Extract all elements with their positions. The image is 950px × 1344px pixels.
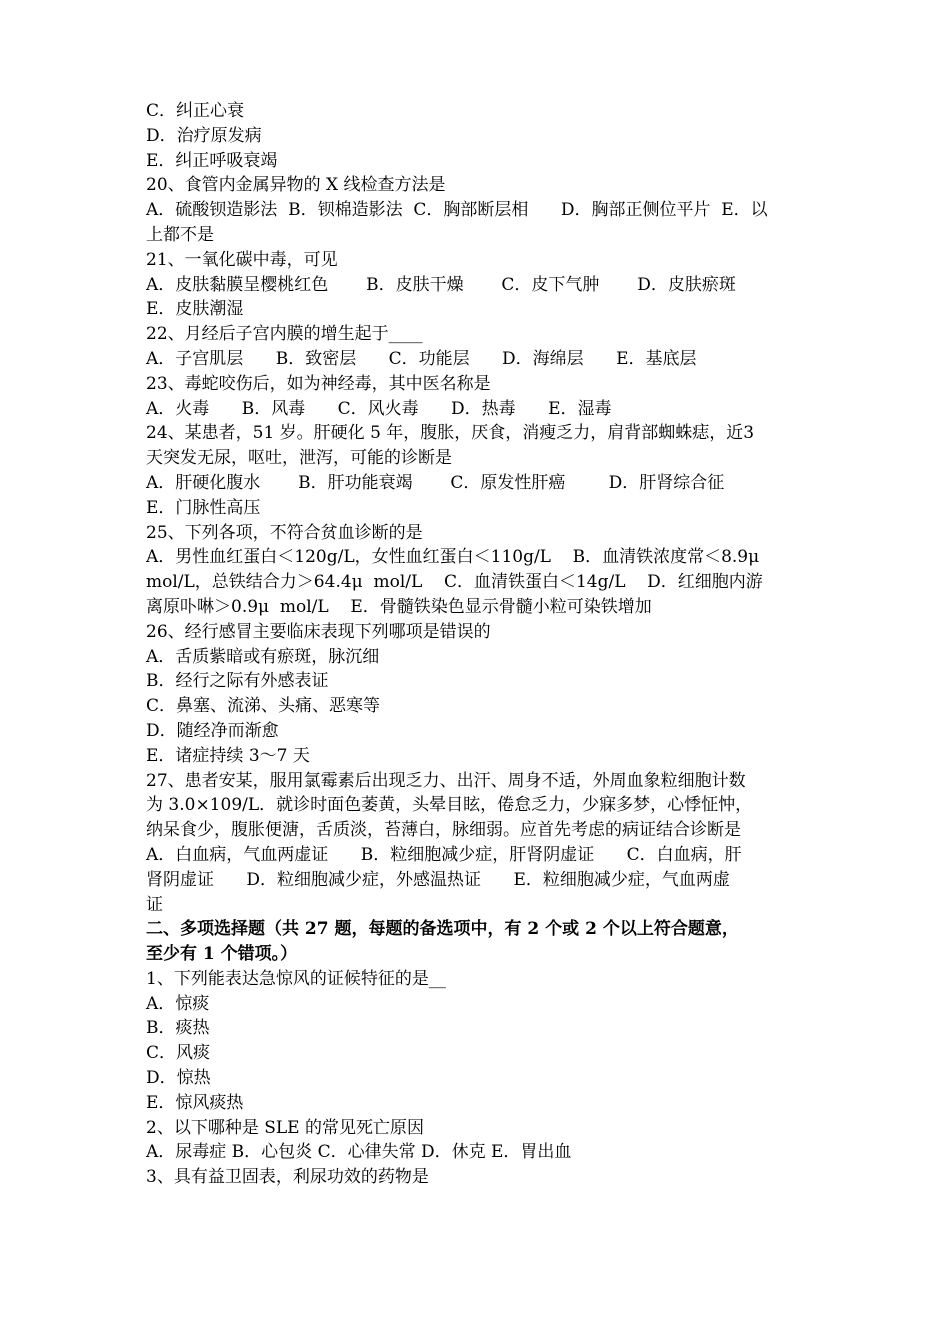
question-21: 21、一氧化碳中毒，可见 bbox=[146, 249, 338, 270]
mc-question-1: 1、下列能表达急惊风的证候特征的是__ bbox=[146, 968, 446, 989]
option-d-treat-primary-disease: D．治疗原发病 bbox=[146, 125, 262, 146]
question-23: 23、毒蛇咬伤后，如为神经毒，其中医名称是 bbox=[146, 373, 491, 394]
question-24-cont: 天突发无尿，呕吐，泄泻，可能的诊断是 bbox=[146, 448, 452, 469]
question-22: 22、月经后子宫内膜的增生起于____ bbox=[146, 324, 423, 345]
mc-question-1-option-a: A．惊痰 bbox=[146, 993, 210, 1014]
question-25: 25、下列各项，不符合贫血诊断的是 bbox=[146, 522, 423, 543]
question-25-options-2: mol/L，总铁结合力＞64.4μ mol/L C．血清铁蛋白＜14g/L D．红细胞内游 bbox=[146, 572, 763, 593]
question-26-option-b: B．经行之际有外感表证 bbox=[146, 671, 329, 692]
question-25-options-1: A．男性血红蛋白＜120g/L，女性血红蛋白＜110g/L B．血清铁浓度常＜8.9μ bbox=[146, 547, 760, 568]
question-22-options: A．子宫肌层 B．致密层 C．功能层 D．海绵层 E．基底层 bbox=[146, 348, 697, 369]
option-e-correct-respiratory-failure: E．纠正呼吸衰竭 bbox=[146, 150, 278, 171]
question-27-cont-2: 纳呆食少，腹胀便溏，舌质淡，苔薄白，脉细弱。应首先考虑的病证结合诊断是 bbox=[146, 820, 741, 841]
question-26-option-e: E．诸症持续 3～7 天 bbox=[146, 745, 310, 766]
question-21-options: A．皮肤黏膜呈樱桃红色 B．皮肤干燥 C．皮下气肿 D．皮肤瘀斑 bbox=[146, 274, 736, 295]
question-27-options-3: 证 bbox=[146, 894, 163, 915]
question-27-cont-1: 为 3.0×109/L．就诊时面色萎黄，头晕目眩，倦怠乏力，少寐多梦，心悸怔忡， bbox=[146, 795, 753, 816]
mc-question-1-option-c: C．风痰 bbox=[146, 1043, 211, 1064]
mc-question-1-option-b: B．痰热 bbox=[146, 1018, 210, 1039]
question-24: 24、某患者，51 岁。肝硬化 5 年，腹胀，厌食，消瘦乏力，肩背部蜘蛛痣，近3 bbox=[146, 423, 755, 444]
question-26-option-a: A．舌质紫暗或有瘀斑，脉沉细 bbox=[146, 646, 380, 667]
question-27-options-2: 肾阴虚证 D．粒细胞减少症，外感温热证 E．粒细胞减少症，气血两虚 bbox=[146, 869, 730, 890]
mc-question-1-option-e: E．惊风痰热 bbox=[146, 1092, 244, 1113]
question-24-options: A．肝硬化腹水 B．肝功能衰竭 C．原发性肝癌 D．肝肾综合征 bbox=[146, 472, 725, 493]
question-27-options-1: A．白血病，气血两虚证 B．粒细胞减少症，肝肾阴虚证 C．白血病，肝 bbox=[146, 844, 742, 865]
question-27: 27、患者安某，服用氯霉素后出现乏力、出汗、周身不适，外周血象粒细胞计数 bbox=[146, 770, 746, 791]
question-25-options-3: 离原卟啉＞0.9μ mol/L E．骨髓铁染色显示骨髓小粒可染铁增加 bbox=[146, 596, 652, 617]
question-20-options-cont: 上都不是 bbox=[146, 224, 214, 245]
mc-question-2: 2、以下哪种是 SLE 的常见死亡原因 bbox=[146, 1117, 424, 1138]
question-26-option-d: D．随经净而渐愈 bbox=[146, 720, 279, 741]
question-21-options-cont: E．皮肤潮湿 bbox=[146, 299, 244, 320]
question-26: 26、经行感冒主要临床表现下列哪项是错误的 bbox=[146, 621, 491, 642]
section-heading-multiple-choice-cont: 至少有 1 个错项。） bbox=[146, 944, 298, 965]
mc-question-3: 3、具有益卫固表，利尿功效的药物是 bbox=[146, 1167, 429, 1188]
question-24-options-cont: E．门脉性高压 bbox=[146, 497, 261, 518]
question-23-options: A．火毒 B．风毒 C．风火毒 D．热毒 E．湿毒 bbox=[146, 398, 612, 419]
question-26-option-c: C．鼻塞、流涕、头痛、恶寒等 bbox=[146, 696, 381, 717]
mc-question-2-options: A．尿毒症 B．心包炎 C．心律失常 D．休克 E．胃出血 bbox=[146, 1142, 572, 1163]
question-20-options: A．硫酸钡造影法 B．钡棉造影法 C．胸部断层相 D．胸部正侧位平片 E．以 bbox=[146, 200, 768, 221]
question-20: 20、食管内金属异物的 X 线检查方法是 bbox=[146, 175, 446, 196]
option-c-correct-heart-failure: C．纠正心衰 bbox=[146, 101, 245, 121]
mc-question-1-option-d: D．惊热 bbox=[146, 1068, 211, 1089]
section-heading-multiple-choice: 二、多项选择题（共 27 题，每题的备选项中，有 2 个或 2 个以上符合题意， bbox=[146, 919, 739, 940]
